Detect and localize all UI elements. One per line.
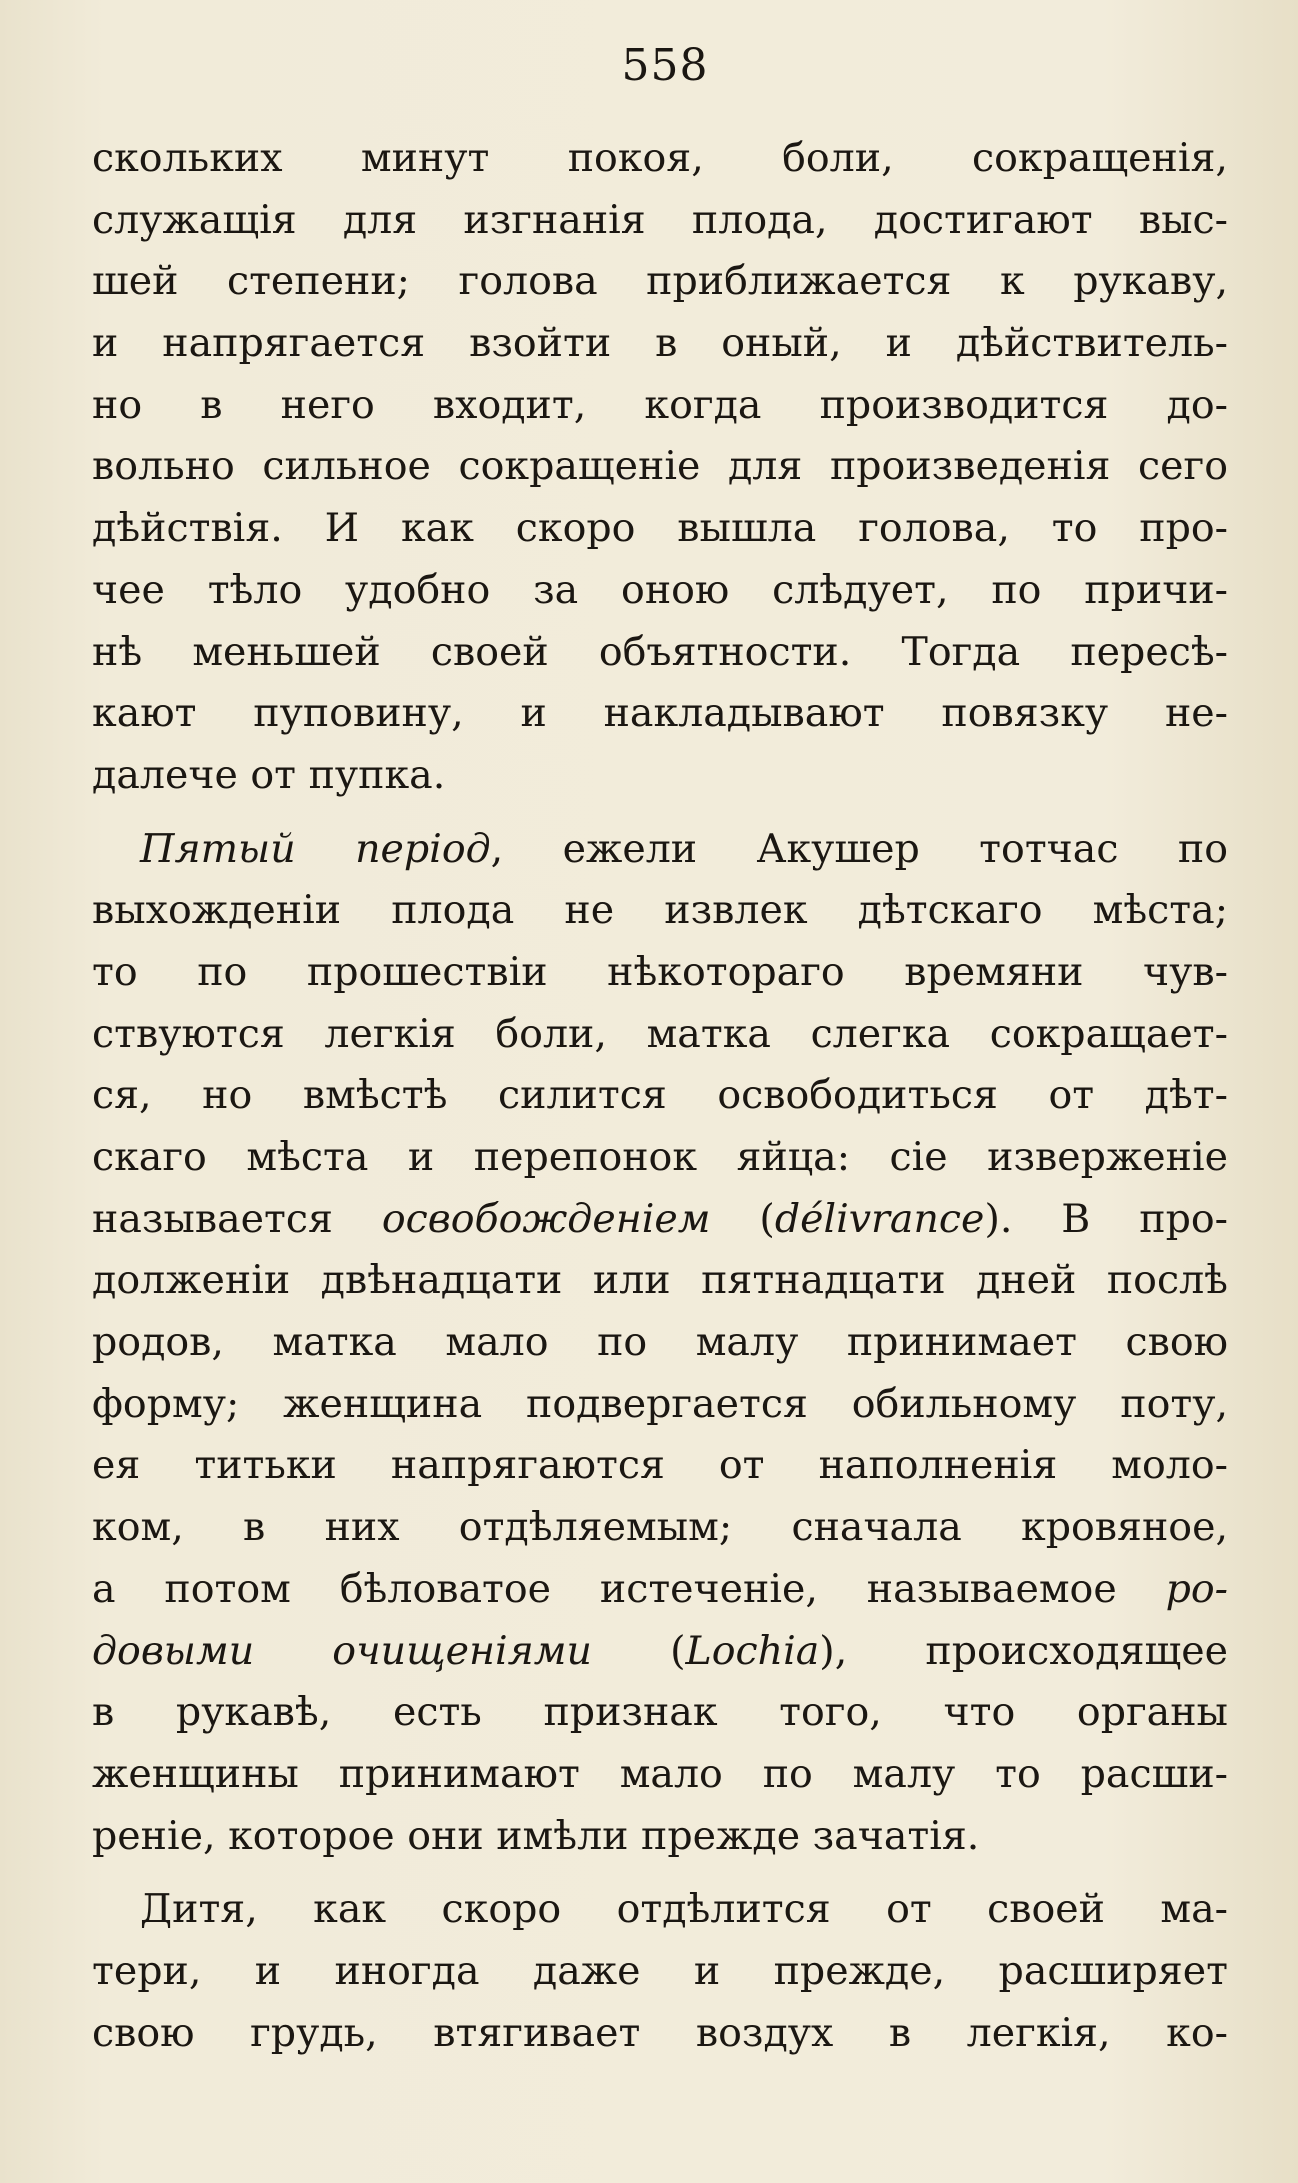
paragraph	[92, 1867, 1228, 2064]
text-line: далече от пупка.	[92, 751, 446, 798]
text-segment: ). В про-	[984, 1195, 1228, 1242]
text-segment: ), происходящее	[819, 1627, 1228, 1674]
text-line: скаго мѣста и перепонок яйца: сіе изверженіе	[92, 1134, 1228, 1180]
text-line: ствуются легкія боли, матка слегка сокращает-	[92, 1010, 1228, 1057]
text-line: но в него входит, когда производится до-	[92, 381, 1228, 428]
text-line: чее тѣло удобно за оною слѣдует, по причи-	[92, 566, 1228, 613]
text-line: кают пуповину, и накладывают повязку не-	[92, 690, 1228, 737]
text-segment: , ежели Акушер тотчас по	[490, 825, 1228, 872]
paragraph-gap	[92, 807, 1228, 819]
text-line: ся, но вмѣстѣ силится освободиться от дѣт-	[92, 1072, 1228, 1119]
text-line: скольких минут покоя, боли, сокращенія,	[92, 135, 1228, 181]
paragraph-gap	[92, 1867, 1228, 1879]
paragraph	[92, 807, 1228, 1868]
text-line: реніе, которое они имѣли прежде зачатія.	[92, 1812, 980, 1859]
text-segment: освобожденіем	[381, 1195, 711, 1242]
page-number: 558	[621, 40, 709, 91]
text-segment: ро-	[1165, 1565, 1228, 1612]
text-segment: Пятый період	[140, 825, 491, 872]
text-line	[92, 1621, 1228, 1683]
text-line: ком, в них отдѣляемым; сначала кровяное,	[92, 1504, 1228, 1551]
body-text	[92, 128, 1228, 2064]
text-segment: Lochia	[685, 1627, 820, 1674]
text-line: Дитя, как скоро отдѣлится от своей ма-	[140, 1886, 1228, 1933]
text-line: родов, матка мало по малу принимает свою	[92, 1319, 1228, 1366]
text-line	[92, 819, 1228, 881]
text-line: шей степени; голова приближается к рукаву,	[92, 258, 1228, 305]
text-segment: (	[710, 1195, 775, 1242]
text-segment: а потом бѣловатое истеченіе, называемое	[92, 1565, 1166, 1612]
text-line: тери, и иногда даже и прежде, расширяет	[92, 1947, 1228, 1994]
text-line: то по прошествіи нѣкотораго времяни чув-	[92, 948, 1228, 995]
text-segment: довыми очищеніями	[92, 1627, 592, 1674]
text-segment: называется	[92, 1195, 382, 1242]
text-segment: (	[592, 1627, 686, 1674]
text-line: форму; женщина подвергается обильному поту,	[92, 1380, 1228, 1427]
text-line: свою грудь, втягивает воздух в легкія, ко-	[92, 2009, 1228, 2056]
text-line: и напрягается взойти в оный, и дѣйствитель-	[92, 320, 1228, 367]
text-line: нѣ меньшей своей объятности. Тогда пересѣ-	[92, 628, 1228, 675]
text-line: женщины принимают мало по малу то расши-	[92, 1750, 1228, 1797]
text-line: ея титьки напрягаются от наполненія моло-	[92, 1442, 1228, 1489]
text-line: долженіи двѣнадцати или пятнадцати дней послѣ	[92, 1257, 1228, 1304]
text-line	[92, 1189, 1228, 1251]
text-segment: délivrance	[774, 1195, 985, 1242]
text-line: выхожденіи плода не извлек дѣтскаго мѣста;	[92, 887, 1228, 934]
text-line: в рукавѣ, есть признак того, что органы	[92, 1689, 1228, 1736]
text-line: служащія для изгнанія плода, достигают выс-	[92, 196, 1228, 243]
text-line: вольно сильное сокращеніе для произведенія сего	[92, 443, 1228, 490]
text-line	[92, 1559, 1228, 1621]
text-line: дѣйствія. И как скоро вышла голова, то про-	[92, 505, 1228, 552]
paragraph	[92, 128, 1228, 807]
